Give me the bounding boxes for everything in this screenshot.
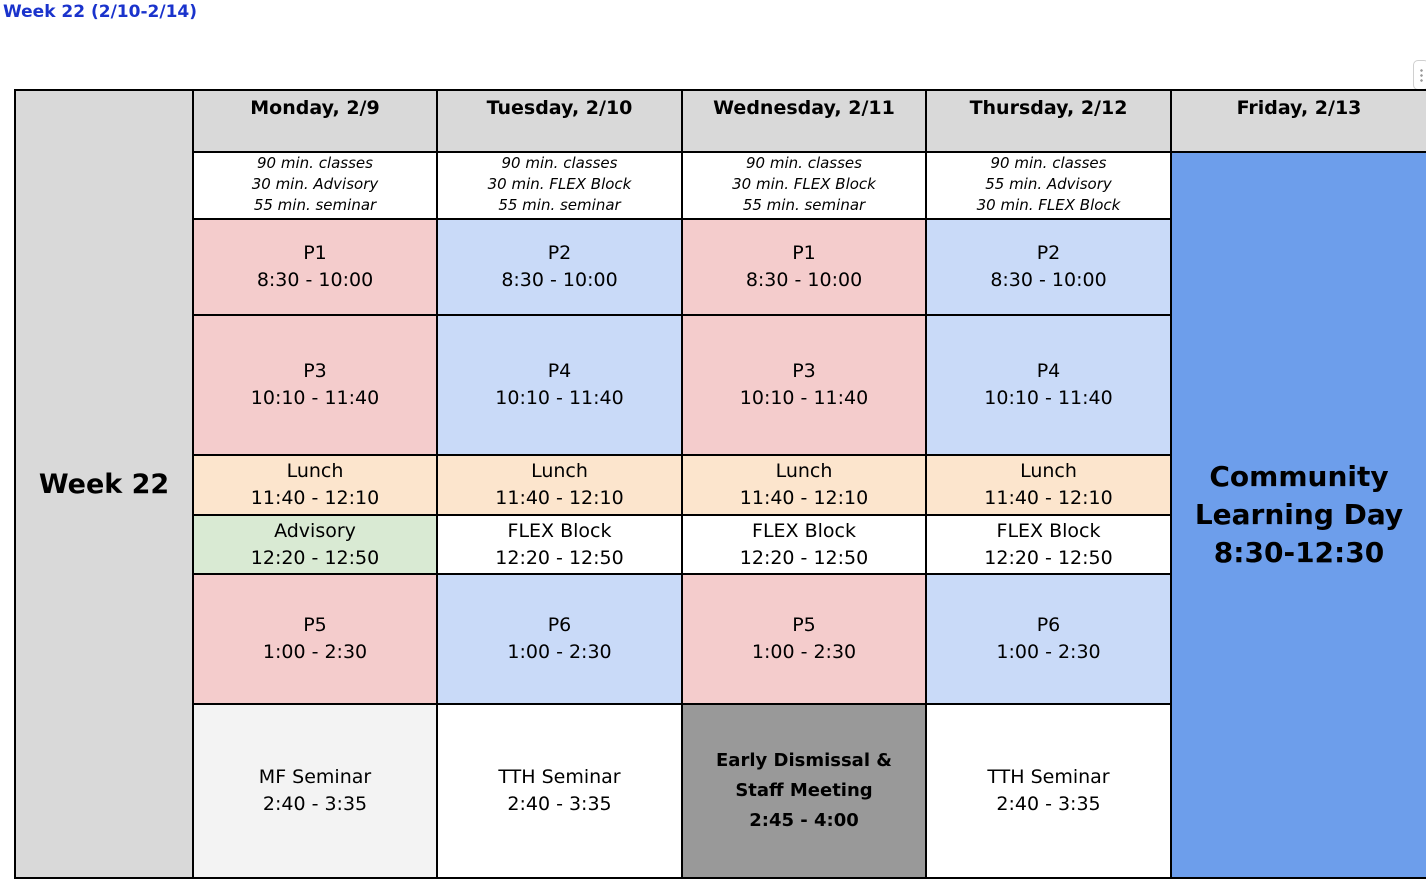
period-name: P6 [547,614,572,636]
period-name: P3 [792,360,816,382]
period-cell [193,315,437,455]
day-header-text: Wednesday, 2/11 [713,97,895,119]
lunch-time: 11:40 - 12:10 [739,487,869,509]
flex-block-cell [682,515,926,574]
note-line: 30 min. FLEX Block [976,196,1121,214]
day-header-text: Friday, 2/13 [1236,97,1362,119]
period-cell [437,219,682,315]
lunch-cell [193,455,437,515]
seminar-cell [926,704,1171,878]
block-time: 12:20 - 12:50 [495,546,624,569]
note-line: 55 min. seminar [498,196,621,214]
day-notes [193,152,437,219]
block-name: FLEX Block [996,519,1101,542]
period-cell [926,315,1171,455]
lunch-name: Lunch [531,460,588,482]
lunch-name: Lunch [775,460,833,482]
period-time: 1:00 - 2:30 [507,641,612,663]
day-header-text: Thursday, 2/12 [969,97,1128,119]
period-name: P2 [1036,242,1061,264]
period-cell [682,315,926,455]
period-time: 1:00 - 2:30 [262,641,368,663]
note-line: 90 min. classes [746,154,862,172]
period-time: 8:30 - 10:00 [256,269,374,291]
day-header-friday [1171,90,1426,152]
day-header-wednesday [682,90,926,152]
lunch-time: 11:40 - 12:10 [984,487,1113,509]
notes-row [15,152,1426,219]
flex-block-cell [437,515,682,574]
seminar-name: TTH Seminar [987,766,1110,788]
seminar-cell [193,704,437,878]
early-dismissal-name: Early Dismissal & [716,750,892,771]
community-learning-day-cell [1171,152,1426,878]
week-label-cell [15,90,193,878]
period-cell [193,574,437,704]
period-time: 8:30 - 10:00 [501,269,618,291]
note-line: 30 min. FLEX Block [732,175,876,193]
period-name: P6 [1036,614,1061,636]
seminar-time: 2:40 - 3:35 [996,793,1101,815]
note-line: 30 min. Advisory [251,175,379,193]
period-time: 10:10 - 11:40 [250,387,380,409]
note-line: 55 min. Advisory [985,175,1112,193]
period-name: P4 [1036,360,1061,382]
block-time: 12:20 - 12:50 [984,546,1113,569]
block-name: FLEX Block [507,519,612,542]
note-line: 90 min. classes [257,154,373,172]
block-time: 12:20 - 12:50 [739,546,869,569]
lunch-time: 11:40 - 12:10 [250,487,380,509]
period-name: P2 [547,242,572,264]
day-notes [682,152,926,219]
lunch-cell [682,455,926,515]
day-header-thursday [926,90,1171,152]
early-dismissal-time: 2:45 - 4:00 [749,810,859,831]
friday-time: 8:30-12:30 [1213,536,1385,569]
early-dismissal-cell [682,704,926,878]
period-time: 8:30 - 10:00 [745,269,863,291]
note-line: 55 min. seminar [742,196,866,214]
day-header-monday [193,90,437,152]
week-title-link[interactable]: Week 22 (2/10-2/14) [3,2,197,22]
period-time: 1:00 - 2:30 [751,641,857,663]
friday-line: Community [1209,460,1389,493]
period-time: 10:10 - 11:40 [739,387,869,409]
lunch-cell [926,455,1171,515]
lunch-name: Lunch [286,460,344,482]
week-label: Week 22 [38,468,170,500]
period-time: 1:00 - 2:30 [996,641,1101,663]
note-line: 55 min. seminar [253,196,377,214]
lunch-name: Lunch [1020,460,1077,482]
period-cell [437,574,682,704]
period-name: P1 [303,242,327,264]
drag-dots [1420,68,1423,82]
day-header-text: Monday, 2/9 [250,97,380,119]
block-name: FLEX Block [752,519,856,542]
note-line: 90 min. classes [990,154,1107,172]
period-time: 10:10 - 11:40 [984,387,1113,409]
day-notes [926,152,1171,219]
staff-meeting-name: Staff Meeting [735,780,873,801]
seminar-name: TTH Seminar [498,766,621,788]
block-time: 12:20 - 12:50 [250,546,380,569]
period-time: 8:30 - 10:00 [990,269,1107,291]
period-cell [926,219,1171,315]
seminar-time: 2:40 - 3:35 [262,793,368,815]
note-line: 30 min. FLEX Block [487,175,632,193]
drag-handle-icon[interactable] [1413,60,1426,90]
seminar-name: MF Seminar [258,766,372,788]
friday-line: Learning Day [1194,498,1404,531]
period-name: P3 [303,360,327,382]
period-cell [193,219,437,315]
period-time: 10:10 - 11:40 [495,387,624,409]
block-name: Advisory [274,519,356,542]
flex-block-cell [926,515,1171,574]
header-row [15,90,1426,152]
period-name: P1 [792,242,816,264]
period-cell [926,574,1171,704]
period-name: P5 [792,614,816,636]
advisory-cell [193,515,437,574]
day-notes [437,152,682,219]
note-line: 90 min. classes [501,154,618,172]
period-cell [682,219,926,315]
lunch-time: 11:40 - 12:10 [495,487,624,509]
period-name: P5 [303,614,327,636]
period-name: P4 [547,360,572,382]
lunch-cell [437,455,682,515]
seminar-cell [437,704,682,878]
period-cell [437,315,682,455]
period-cell [682,574,926,704]
day-header-text: Tuesday, 2/10 [486,97,633,119]
weekly-schedule-table [14,89,1426,879]
seminar-time: 2:40 - 3:35 [507,793,612,815]
day-header-tuesday [437,90,682,152]
